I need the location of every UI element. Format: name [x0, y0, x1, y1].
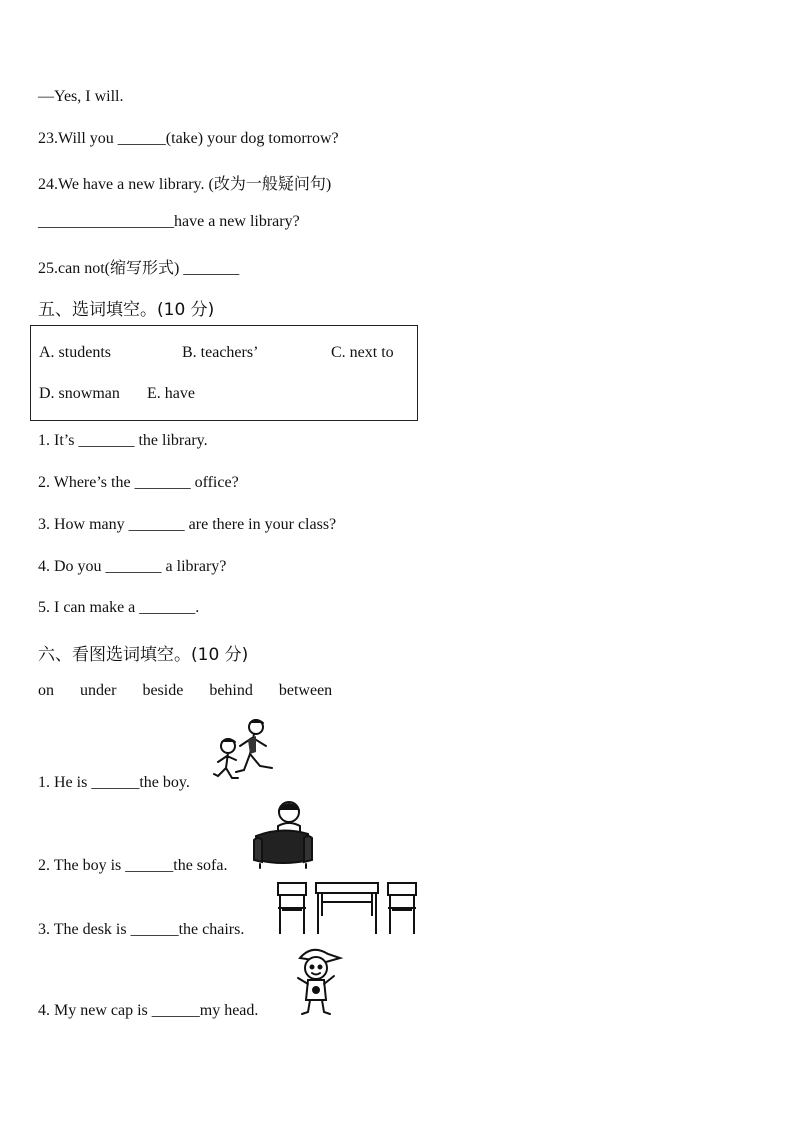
boy-with-cap-picture — [290, 944, 344, 1018]
option-d: D. snowman — [39, 385, 120, 402]
section-6-question-1: 1. He is ______the boy. — [38, 774, 190, 791]
question-24: 24.We have a new library. (改为一般疑问句) — [38, 176, 332, 193]
option-a: A. students — [39, 344, 111, 361]
section-5-question-3: 3. How many _______ are there in your class? — [38, 516, 337, 533]
option-c: C. next to — [331, 344, 394, 361]
option-e: E. have — [147, 385, 195, 402]
question-25: 25.can not(缩写形式) _______ — [38, 260, 240, 277]
section-5-question-4: 4. Do you _______ a library? — [38, 558, 227, 575]
section-6-heading: 六、看图选词填空。(10 分) — [38, 645, 249, 665]
word-under: under — [80, 682, 117, 699]
answer-yes: —Yes, I will. — [38, 88, 124, 105]
boy-and-sofa-picture — [252, 798, 314, 870]
section-6-question-3: 3. The desk is ______the chairs. — [38, 921, 245, 938]
section-5-heading: 五、选词填空。(10 分) — [38, 300, 215, 320]
desk-between-chairs-picture — [274, 880, 420, 936]
word-list — [38, 682, 354, 700]
section-6-question-2: 2. The boy is ______the sofa. — [38, 857, 228, 874]
word-between: between — [278, 682, 333, 699]
question-24-answer-line: _________________have a new library? — [38, 213, 300, 230]
option-b: B. teachers’ — [182, 344, 259, 361]
section-5-question-5: 5. I can make a _______. — [38, 599, 200, 616]
word-bank-box — [30, 325, 418, 421]
question-23: 23.Will you ______(take) your dog tomorrow? — [38, 130, 339, 147]
word-beside: beside — [142, 682, 184, 699]
section-5-question-1: 1. It’s _______ the library. — [38, 432, 208, 449]
running-boys-picture — [210, 716, 282, 788]
section-5-question-2: 2. Where’s the _______ office? — [38, 474, 239, 491]
word-behind: behind — [209, 682, 253, 699]
section-6-question-4: 4. My new cap is ______my head. — [38, 1002, 259, 1019]
word-on: on — [38, 682, 54, 699]
